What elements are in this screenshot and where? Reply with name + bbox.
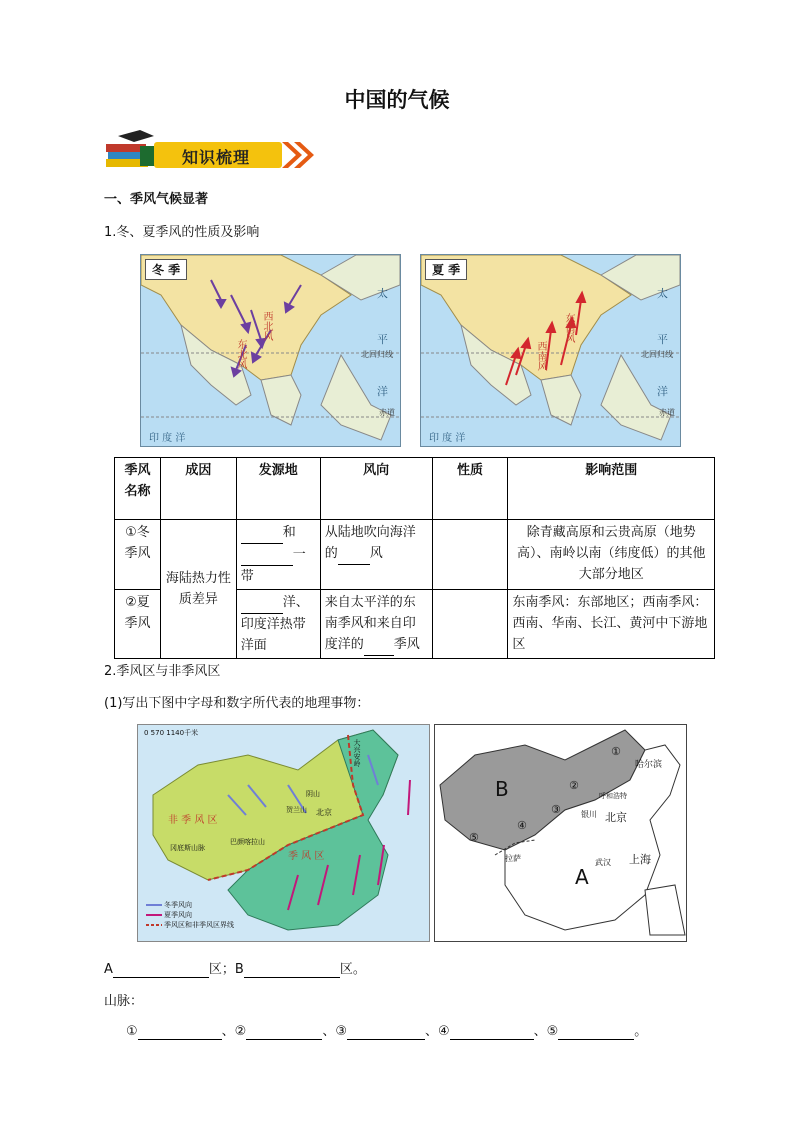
mountain-blank-prefix-5: 、⑤ [533, 1024, 559, 1039]
mountain-blank-end: 。 [634, 1024, 648, 1039]
winter-map-label: 冬 季 [145, 259, 187, 280]
mountain-blank-prefix-1: ① [126, 1024, 138, 1039]
header-direction: 风向 [320, 458, 432, 520]
mountain-blank-prefix-2: 、② [221, 1024, 247, 1039]
beijing-label: 北京 [316, 808, 332, 817]
answer-blank[interactable] [450, 1024, 534, 1040]
row1-name: ①冬季风 [115, 520, 161, 590]
row2-nature[interactable] [432, 590, 508, 659]
mountains-label: 山脉： [104, 994, 144, 1009]
subheading-monsoon-region: 2.季风区与非季风区 [104, 664, 221, 679]
row1-range: 除青藏高原和云贵高原（地势高）、南岭以南（纬度低）的其他大部分地区 [508, 520, 715, 590]
city-shanghai: 上海 [629, 853, 651, 866]
region-letter-B: B [495, 777, 509, 801]
answer-blank[interactable] [338, 543, 370, 565]
row2-origin-text: 洋、 [282, 595, 309, 610]
row1-direction-suffix: 风 [369, 546, 383, 561]
row2-direction-suffix: 季风 [393, 637, 420, 652]
summer-map-label: 夏 季 [425, 259, 467, 280]
row2-range: 东南季风：东部地区；西南季风：西南、华南、长江、黄河中下游地区 [508, 590, 715, 659]
city-lhasa: 拉萨 [505, 854, 521, 863]
summer-monsoon-map [420, 254, 681, 447]
winter-monsoon-map [140, 254, 401, 447]
monsoon-region-label: 季 风 区 [288, 851, 325, 862]
answer-blank[interactable] [241, 592, 283, 614]
mountain-label-5: 冈底斯山脉 [170, 844, 205, 852]
mountain-marker-2: ② [569, 779, 579, 792]
winter-ocean-char-1: 太 [377, 287, 388, 300]
header-origin: 发源地 [236, 458, 320, 520]
summer-ocean-char-3: 洋 [657, 385, 668, 398]
cause-cell: 海陆热力性质差异 [160, 520, 236, 659]
question-instruction: (1)写出下图中字母和数字所代表的地理事物： [104, 696, 370, 711]
row2-name: ②夏季风 [115, 590, 161, 659]
winter-ocean-char-2: 平 [377, 333, 388, 346]
answer-blank[interactable] [364, 634, 394, 656]
summer-tropic-label: 北回归线 [641, 350, 673, 359]
table-header-row [115, 458, 715, 520]
mountains-answer-line [126, 1020, 647, 1040]
row2-direction [320, 590, 432, 659]
summer-ocean-char-1: 太 [657, 287, 668, 300]
city-hohhot: 呼和浩特 [599, 792, 627, 800]
mountain-label-1: 大兴安岭 [353, 739, 361, 767]
mountain-marker-5: ⑤ [469, 831, 479, 844]
row1-nature[interactable] [432, 520, 508, 590]
header-name: 季风名称 [115, 458, 161, 520]
city-wuhan: 武汉 [595, 858, 611, 867]
header-nature: 性质 [432, 458, 508, 520]
winter-wind-label-nw: 西北风 [261, 311, 272, 341]
page-title: 中国的气候 [344, 88, 450, 112]
mountain-blank-prefix-4: 、④ [424, 1024, 450, 1039]
subheading-winter-summer-monsoon: 1.冬、夏季风的性质及影响 [104, 225, 260, 240]
section-heading-monsoon: 一、季风气候显著 [104, 192, 209, 207]
city-harbin: 哈尔滨 [635, 760, 663, 770]
answer-blank[interactable] [347, 1024, 425, 1040]
winter-indian-ocean-label: 印 度 洋 [149, 433, 186, 444]
row2-direction-text: 来自太平洋的东南季风和来自印度洋的 [324, 595, 416, 652]
monsoon-region-map [137, 724, 430, 942]
mountain-marker-3: ③ [551, 803, 561, 816]
answer-blank[interactable] [244, 962, 340, 978]
answer-blank[interactable] [246, 1024, 322, 1040]
winter-equator-label: 赤道 [379, 408, 395, 417]
mountain-label-3: 贺兰山 [286, 806, 307, 814]
header-cause: 成因 [160, 458, 236, 520]
legend-boundary: 季风区和非季风区界线 [164, 921, 234, 929]
banner-label: 知识梳理 [182, 148, 251, 167]
winter-wind-label-ne: 东北风 [235, 339, 246, 369]
row1-direction-text: 从陆地吹向海洋的 [324, 525, 416, 561]
winter-tropic-label: 北回归线 [361, 350, 393, 359]
mountain-label-2: 阴山 [306, 790, 320, 798]
legend-summer: 夏季风向 [164, 911, 192, 919]
row1-origin-region: 一带 [240, 547, 306, 584]
city-yinchuan: 银川 [581, 810, 597, 819]
section-banner [104, 128, 316, 172]
table-row [115, 520, 715, 590]
answer-blank[interactable] [241, 522, 283, 544]
winter-ocean-char-3: 洋 [377, 385, 388, 398]
answer-blank[interactable] [113, 962, 209, 978]
monsoon-table [114, 457, 715, 659]
numbered-region-map [434, 724, 687, 942]
summer-ocean-char-2: 平 [657, 333, 668, 346]
summer-equator-label: 赤道 [659, 408, 675, 417]
row1-origin-and: 和 [282, 525, 296, 540]
answer-a-prefix: A [104, 962, 113, 977]
mountain-label-4: 巴颜喀拉山 [230, 838, 265, 846]
summer-wind-label-sw: 西南风 [535, 341, 546, 371]
answer-blank[interactable] [241, 544, 293, 566]
answer-b-suffix: 区。 [339, 962, 366, 977]
summer-wind-label-se: 东南风 [563, 313, 574, 343]
answer-ab-line [104, 958, 366, 978]
answer-a-suffix: 区；B [208, 962, 244, 977]
answer-blank[interactable] [558, 1024, 634, 1040]
mountain-marker-4: ④ [517, 819, 527, 832]
header-range: 影响范围 [508, 458, 715, 520]
row2-origin-indian: 印度洋热带洋面 [240, 617, 306, 653]
city-beijing: 北京 [605, 811, 627, 824]
mountain-marker-1: ① [611, 745, 621, 758]
row1-direction [320, 520, 432, 590]
map-scale-bar: 0 570 1140千米 [144, 729, 199, 737]
answer-blank[interactable] [138, 1024, 222, 1040]
nonmonsoon-region-label: 非 季 风 区 [168, 815, 218, 826]
legend-winter: 冬季风向 [164, 901, 192, 909]
row1-origin [236, 520, 320, 590]
row2-origin [236, 590, 320, 659]
summer-indian-ocean-label: 印 度 洋 [429, 433, 466, 444]
mountain-blank-prefix-3: 、③ [322, 1024, 347, 1039]
region-letter-A: A [575, 865, 589, 889]
